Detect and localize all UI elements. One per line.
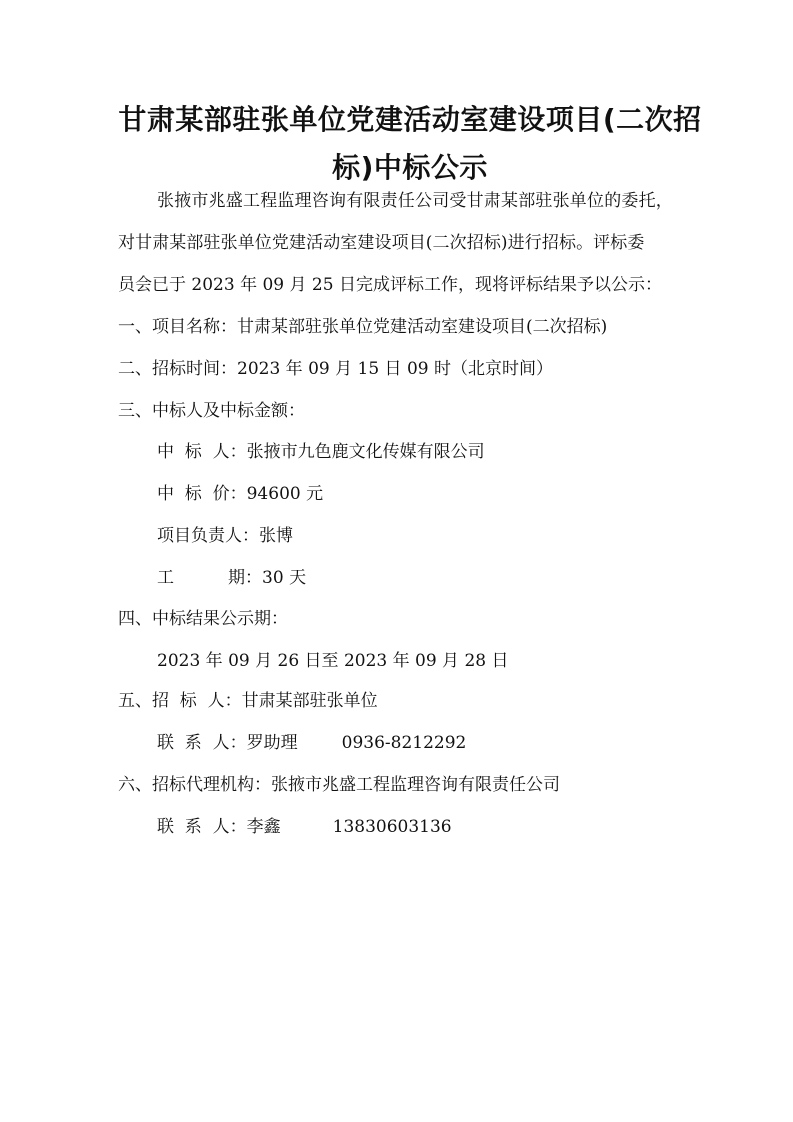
bid-time-item: 二、招标时间：2023 年 09 月 15 日 09 时（北京时间） bbox=[118, 359, 553, 379]
tenderer-contact bbox=[157, 732, 466, 754]
winner-heading-item: 三、中标人及中标金额： bbox=[118, 401, 305, 421]
winning-price: 中 标 价：94600 元 bbox=[157, 484, 324, 504]
agency-contact-label: 联 系 人：李鑫 bbox=[157, 817, 281, 837]
agency-contact bbox=[157, 816, 452, 838]
intro-line-3: 员会已于 2023 年 09 月 25 日完成评标工作，现将评标结果予以公示： bbox=[118, 275, 662, 295]
document-title: 甘肃某部驻张单位党建活动室建设项目(二次招标)中标公示 bbox=[118, 103, 702, 184]
winner-name: 中 标 人：张掖市九色鹿文化传媒有限公司 bbox=[157, 442, 485, 462]
tenderer-contact-label: 联 系 人：罗助理 bbox=[157, 733, 298, 753]
intro-line-1: 张掖市兆盛工程监理咨询有限责任公司受甘肃某部驻张单位的委托， bbox=[157, 191, 673, 211]
project-name-item: 一、项目名称：甘肃某部驻张单位党建活动室建设项目(二次招标) bbox=[118, 317, 608, 337]
agency-contact-phone: 13830603136 bbox=[332, 817, 452, 837]
construction-period: 工 期：30 天 bbox=[157, 568, 307, 588]
intro-line-2: 对甘肃某部驻张单位党建活动室建设项目(二次招标)进行招标。评标委 bbox=[118, 233, 645, 253]
publicity-period-heading: 四、中标结果公示期： bbox=[118, 609, 288, 629]
project-manager: 项目负责人：张博 bbox=[157, 526, 293, 546]
tenderer-item: 五、招 标 人：甘肃某部驻张单位 bbox=[118, 691, 378, 711]
agency-item: 六、招标代理机构：张掖市兆盛工程监理咨询有限责任公司 bbox=[118, 775, 560, 795]
publicity-period-dates: 2023 年 09 月 26 日至 2023 年 09 月 28 日 bbox=[157, 651, 509, 671]
tenderer-contact-phone: 0936-8212292 bbox=[341, 733, 467, 753]
